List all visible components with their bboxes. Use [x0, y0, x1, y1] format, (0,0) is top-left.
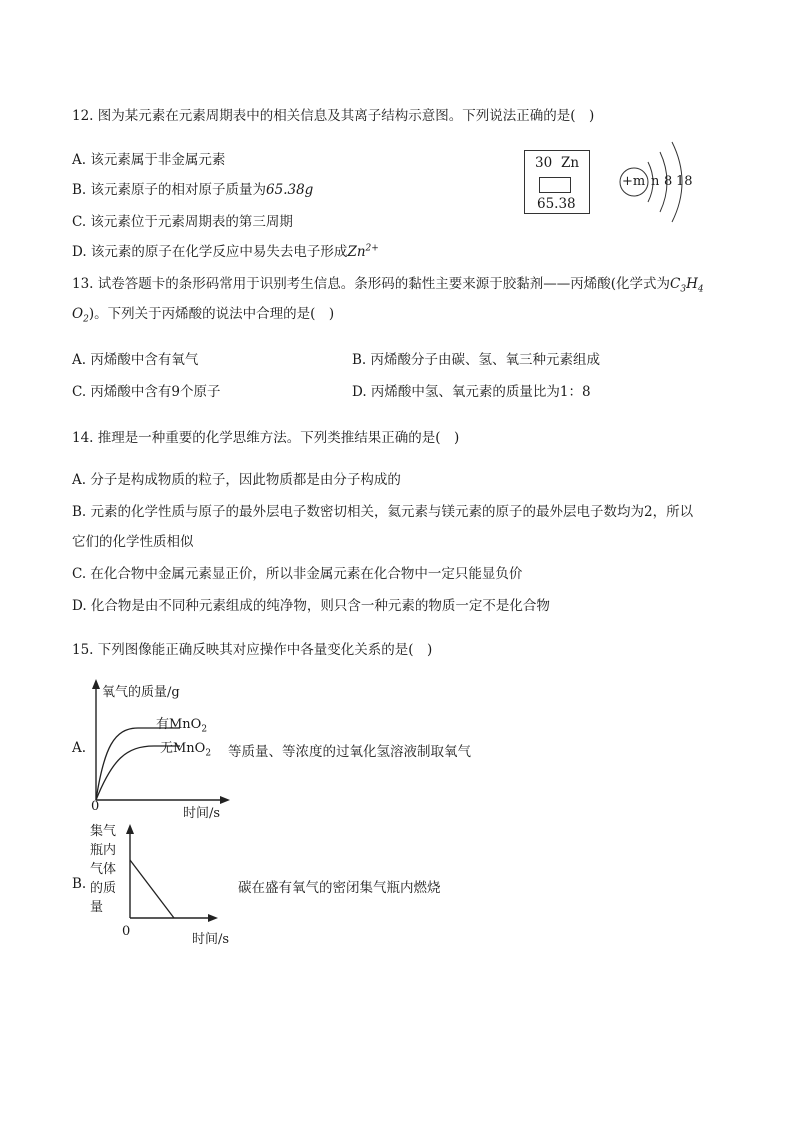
q12-option-a[interactable]: A. 该元素属于非金属元素: [72, 152, 226, 168]
q13-stem-line2: [72, 302, 334, 325]
chart-a-legend-with-mno2-main: 有MnO: [156, 717, 202, 732]
chart-a-legend-without-mno2: [160, 737, 211, 759]
element-atomic-number: 30: [535, 155, 553, 171]
ion-shell-1: n: [651, 174, 660, 189]
q15-option-b-label[interactable]: B.: [72, 876, 87, 892]
chart-b-ylabel-5: 量: [90, 900, 104, 915]
chart-b-ylabel-2: 瓶内: [90, 843, 117, 858]
q12-stem: 12. 图为某元素在元素周期表中的相关信息及其离子结构示意图。下列说法正确的是( ): [72, 108, 595, 124]
element-symbol: Zn: [561, 155, 580, 171]
chart-a-ylabel: 氧气的质量/g: [102, 685, 180, 700]
chart-a-legend-without-mno2-sub: 2: [205, 748, 212, 759]
q14-option-d[interactable]: D. 化合物是由不同种元素组成的纯净物，则只含一种元素的物质一定不是化合物: [72, 598, 550, 614]
q13-option-c[interactable]: C. 丙烯酸中含有9个原子: [72, 384, 221, 400]
q14-option-b-line1[interactable]: B. 元素的化学性质与原子的最外层电子数密切相关，氦元素与镁元素的原子的最外层电子数均为2，所以: [72, 504, 694, 520]
q12-option-d-text: D. 该元素的原子在化学反应中易失去电子形成: [72, 244, 348, 260]
q14-stem: 14. 推理是一种重要的化学思维方法。下列类推结果正确的是( ): [72, 430, 460, 446]
q13-stem-text: 13. 试卷答题卡的条形码常用于识别考生信息。条形码的黏性主要来源于胶黏剂——丙烯酸(化学式为: [72, 276, 671, 292]
chart-b-ylabel-4: 的质: [90, 881, 117, 896]
q14-option-a[interactable]: A. 分子是构成物质的粒子，因此物质都是由分子构成的: [72, 472, 401, 488]
element-mass: 65.38: [537, 196, 576, 212]
q13-formula-o-sub: 2: [83, 314, 89, 325]
chart-a-xlabel: 时间/s: [183, 806, 221, 821]
chart-b-ylabel-1: 集气: [90, 824, 117, 839]
q13-stem-line1: [72, 272, 704, 295]
q12-option-d[interactable]: [72, 240, 379, 260]
q13-formula-h: H: [686, 276, 698, 292]
q13-option-a[interactable]: A. 丙烯酸中含有氧气: [72, 352, 199, 368]
q13-formula-o: O: [72, 306, 84, 322]
chart-b-origin: 0: [122, 924, 131, 939]
q15-option-a-label[interactable]: A.: [72, 740, 87, 756]
q12-option-b[interactable]: [72, 178, 313, 198]
element-card: [524, 150, 590, 214]
chart-b-ylabel-3: 气体: [90, 862, 117, 877]
q15-option-b-desc: 碳在盛有氧气的密闭集气瓶内燃烧: [238, 880, 441, 896]
q13-formula-h-sub: 4: [697, 284, 704, 295]
chart-a-origin: 0: [91, 799, 100, 814]
q12-option-c[interactable]: C. 该元素位于元素周期表的第三周期: [72, 214, 293, 230]
q12-option-b-text: B. 该元素原子的相对原子质量为: [72, 182, 267, 198]
chart-a-x-arrow: [220, 796, 230, 804]
chart-b-y-arrow: [126, 824, 134, 834]
q15-stem: 15. 下列图像能正确反映其对应操作中各量变化关系的是( ): [72, 642, 433, 658]
ion-nucleus-label: +m: [622, 174, 646, 189]
q12-option-d-ion: Zn: [347, 244, 366, 260]
element-name-box: [539, 177, 571, 193]
q14-option-b-line2: 它们的化学性质相似: [72, 534, 194, 550]
q14-option-c[interactable]: C. 在化合物中金属元素显正价，所以非金属元素在化合物中一定只能显负价: [72, 566, 523, 582]
q12-option-b-value: 65.38g: [266, 182, 314, 198]
chart-b-series-line: [130, 860, 174, 918]
q13-stem-tail: )。下列关于丙烯酸的说法中合理的是( ): [88, 306, 335, 322]
q15-option-a-desc: 等质量、等浓度的过氧化氢溶液制取氧气: [228, 744, 471, 760]
q13-option-d[interactable]: D. 丙烯酸中氢、氧元素的质量比为1：8: [352, 384, 591, 400]
ion-shell-2: 8: [664, 174, 673, 189]
chart-b: [122, 822, 222, 926]
chart-b-x-arrow: [208, 914, 218, 922]
ion-shell-3: 18: [676, 174, 693, 189]
chart-b-ylabel: [90, 822, 126, 917]
q12-option-d-charge: 2+: [365, 243, 379, 254]
chart-a-y-arrow: [92, 679, 100, 689]
chart-a-legend-without-mno2-main: 无MnO: [160, 741, 206, 756]
q13-option-b[interactable]: B. 丙烯酸分子由碳、氢、氧三种元素组成: [352, 352, 601, 368]
chart-a-legend-with-mno2-sub: 2: [201, 724, 208, 735]
chart-b-xlabel: 时间/s: [192, 932, 230, 947]
chart-a-legend-with-mno2: [156, 713, 207, 735]
q13-formula-c-sub: 3: [680, 284, 687, 295]
q13-formula-c: C: [670, 276, 681, 292]
